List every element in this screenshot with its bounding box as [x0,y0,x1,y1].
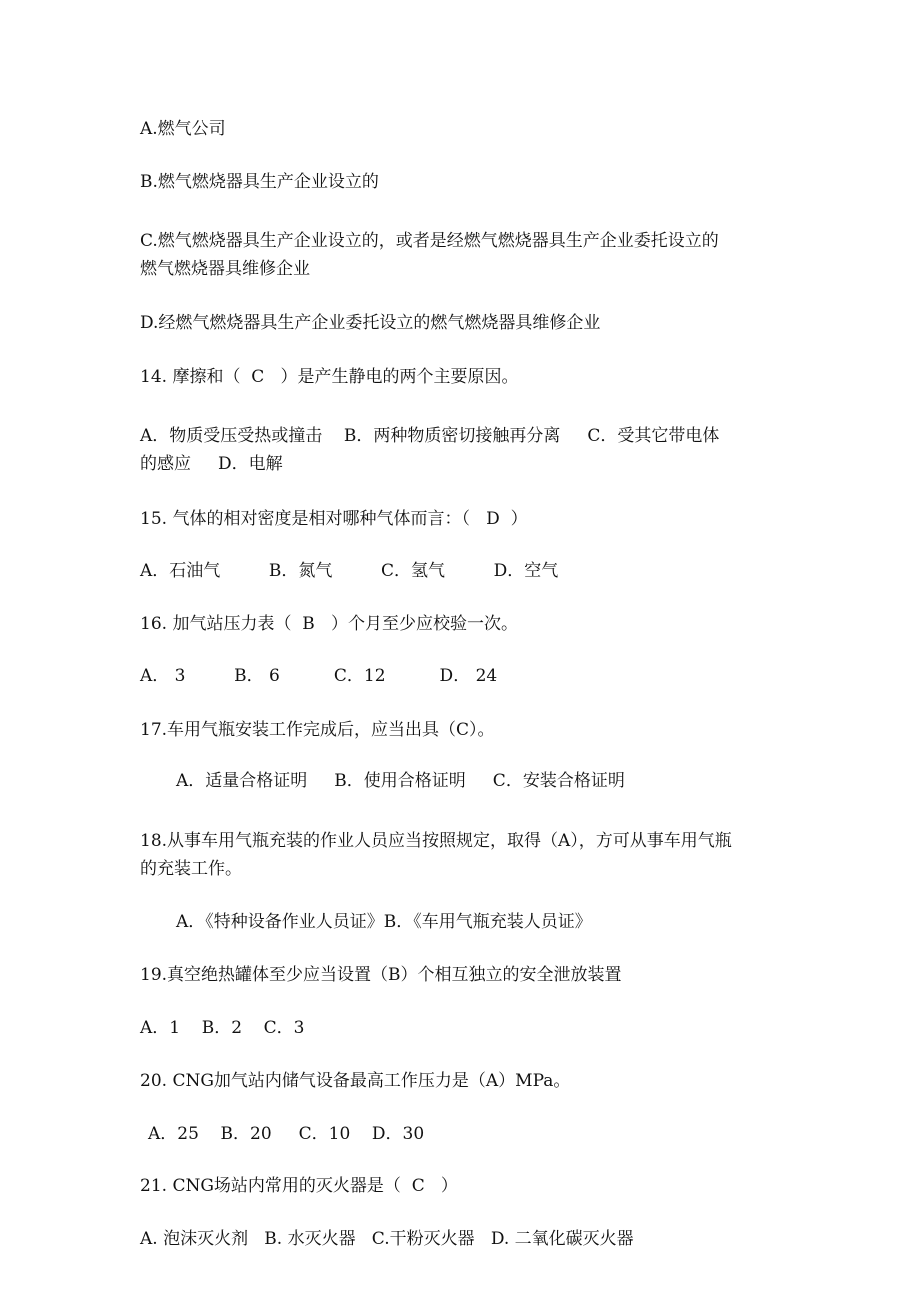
option-c-line-2: 燃气燃烧器具维修企业 [140,259,310,279]
question-18-options: A．《特种设备作业人员证》B．《车用气瓶充装人员证》 [176,912,592,932]
question-14-options-line-2: 的感应 D．电解 [140,454,283,474]
question-17: 17.车用气瓶安装工作完成后，应当出具（C）。 [140,720,495,740]
question-15: 15. 气体的相对密度是相对哪种气体而言：（ D ） [140,509,528,529]
question-17-options: A．适量合格证明 B．使用合格证明 C．安装合格证明 [176,771,625,791]
question-20-options: A．25 B．20 C．10 D．30 [148,1124,425,1144]
question-21-options: A. 泡沫灭火剂 B. 水灭火器 C.干粉灭火器 D. 二氧化碳灭火器 [140,1229,634,1249]
question-19: 19.真空绝热罐体至少应当设置（B）个相互独立的安全泄放装置 [140,965,622,985]
option-d-repair: D.经燃气燃烧器具生产企业委托设立的燃气燃烧器具维修企业 [140,313,601,333]
question-18-line-2: 的充装工作。 [140,859,242,879]
option-a-gas-company: A.燃气公司 [140,119,226,139]
question-19-options: A．1 B．2 C．3 [140,1018,305,1038]
question-21: 21. CNG场站内常用的灭火器是（ C ） [140,1176,458,1196]
question-14-options-line-1: A．物质受压受热或撞击 B．两种物质密切接触再分离 C．受其它带电体 [140,426,720,446]
option-b-manufacturer: B.燃气燃烧器具生产企业设立的 [140,172,379,192]
question-20: 20. CNG加气站内储气设备最高工作压力是（A）MPa。 [140,1071,571,1091]
question-15-options: A．石油气 B．氮气 C．氢气 D．空气 [140,561,559,581]
question-16: 16. 加气站压力表（ B ）个月至少应校验一次。 [140,614,518,634]
question-18-line-1: 18.从事车用气瓶充装的作业人员应当按照规定，取得（A），方可从事车用气瓶 [140,831,732,851]
question-16-options: A． 3 B． 6 C．12 D． 24 [140,666,498,686]
option-c-line-1: C.燃气燃烧器具生产企业设立的，或者是经燃气燃烧器具生产企业委托设立的 [140,231,719,251]
question-14: 14. 摩擦和（ C ）是产生静电的两个主要原因。 [140,367,519,387]
